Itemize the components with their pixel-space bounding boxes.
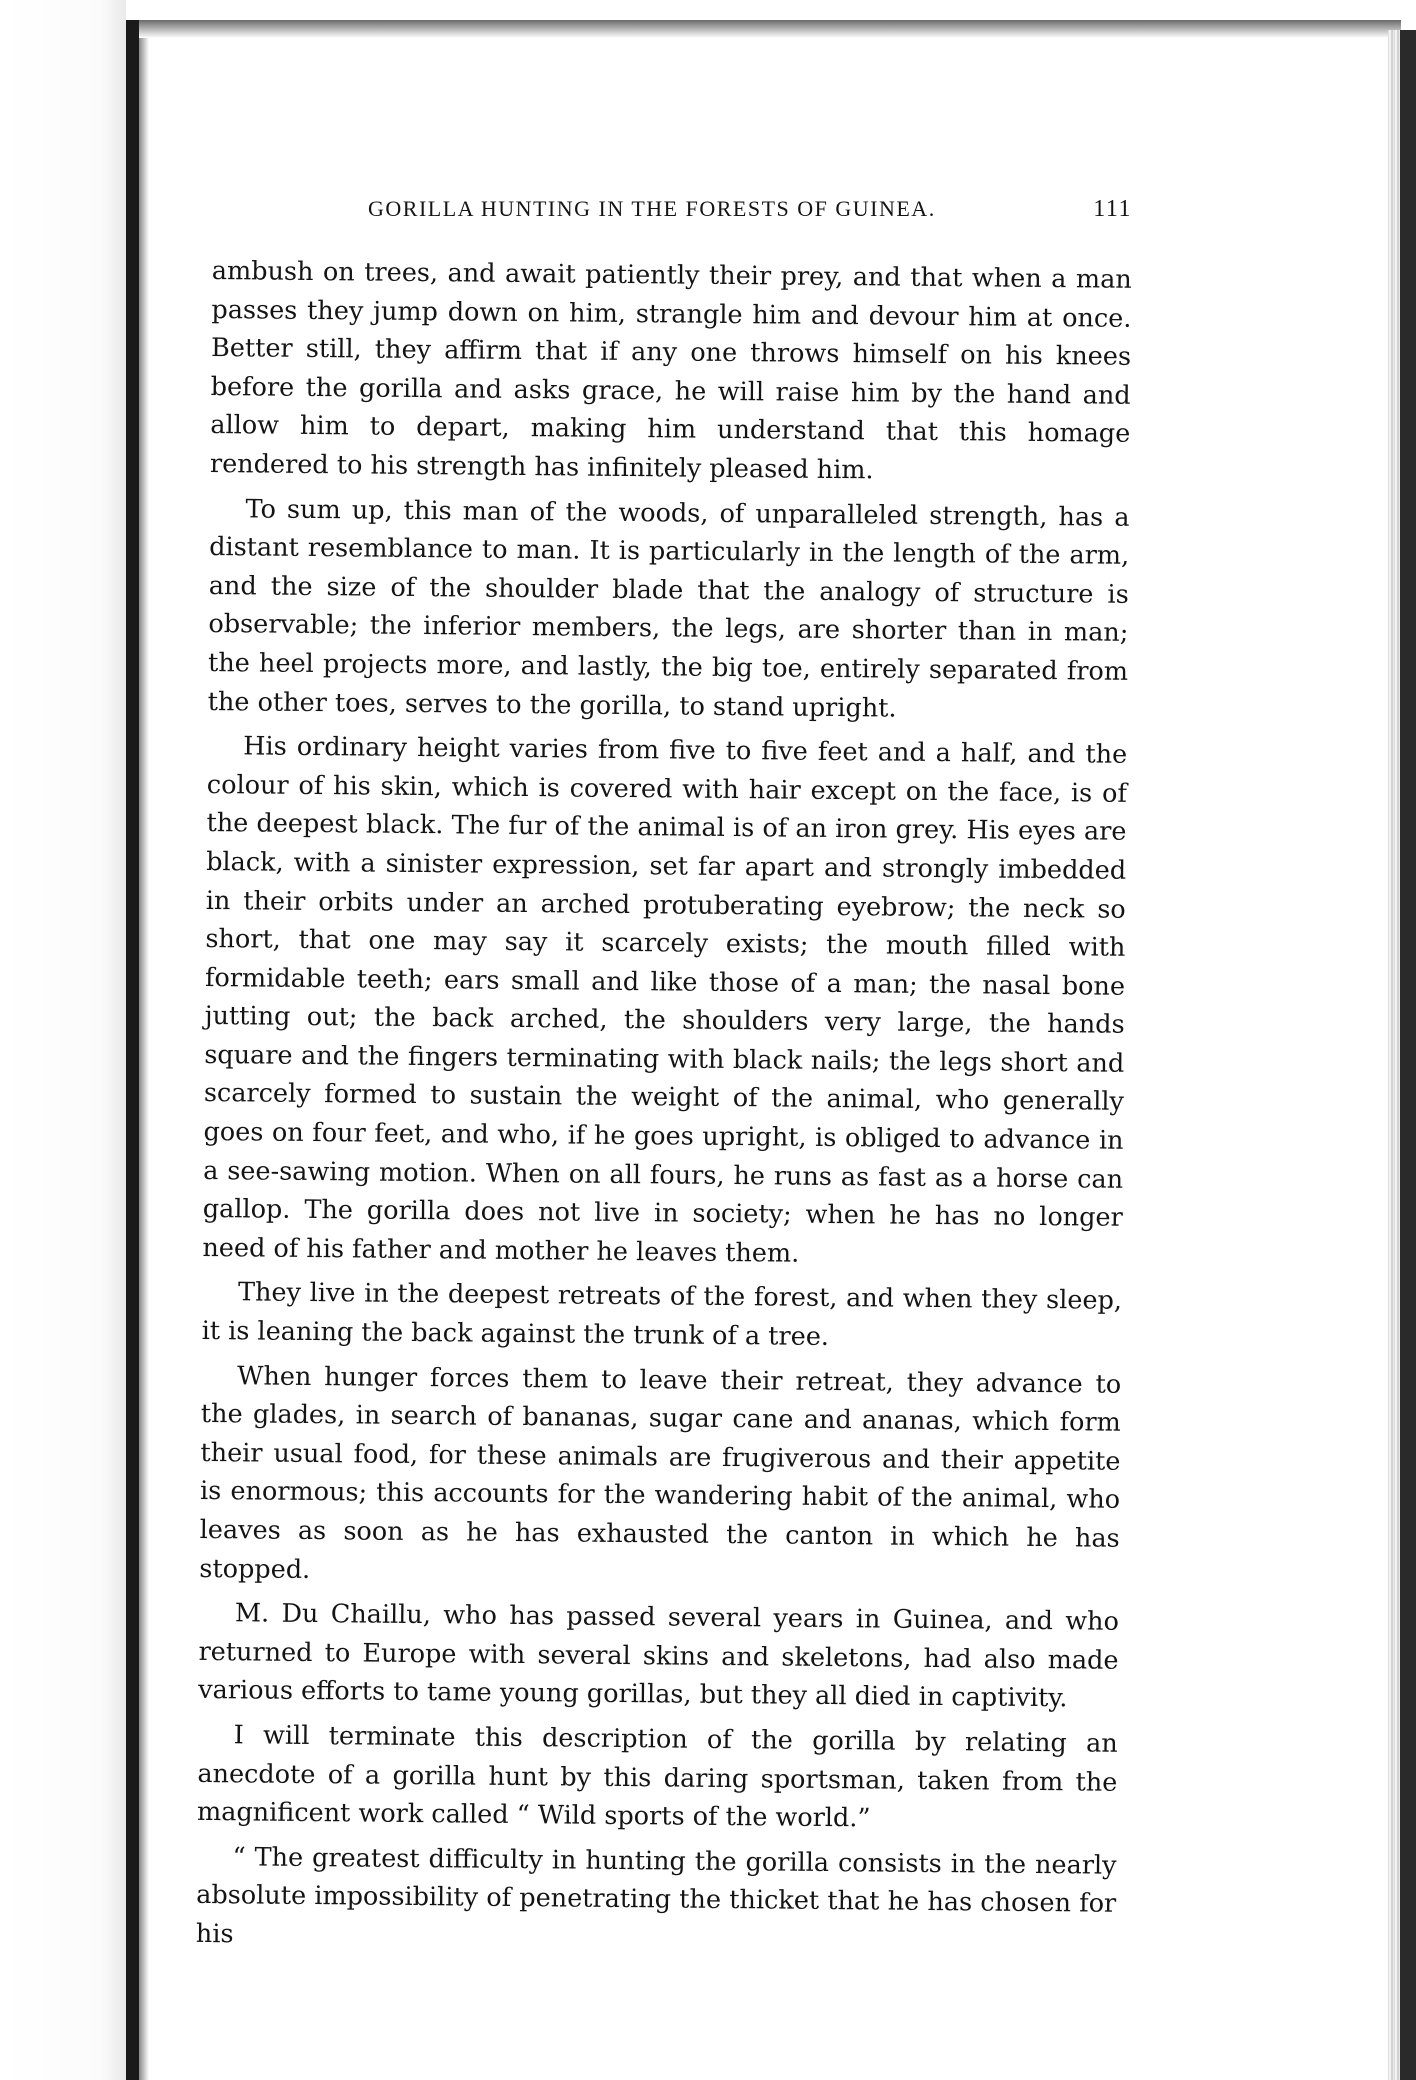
paragraph: His ordinary height varies from five to five feet and a half, and the colour of his skin, which is covered with hair except on the face, is of the deepest black. The fur of the animal is of an iron grey. His eyes are black, with a sinister expression, set far apart and strongly imbedded in their orbits under an arched protuberating eyebrow; the neck so short, that one may say it scarcely exists; the mouth filled with formidable teeth; ears small and like those of a man; the nasal bone jutting out; the back arched, the shoulders very large, the hands square and the fingers terminating with black nails; the legs short and scarcely formed to sustain the weight of the animal, who generally goes on four feet, and who, if he goes upright, is obliged to advance in a see-sawing motion. When on all fours, he runs as fast as a horse can gallop. The gorilla does not live in society; when he has no longer need of his father and mother he leaves them.: [202, 731, 1128, 1269]
paragraph-continued: ambush on trees, and await patiently their prey, and that when a man passes they jump down on him, strangle him and devour him at once. Better still, they affirm that if any one throws himself on his knees before the gorilla and asks grace, he will raise him by the hand and allow him to depart, making him understand that this homage rendered to his strength has infinitely pleased him.: [209, 255, 1132, 486]
paragraph: M. Du Chaillu, who has passed several years in Guinea, and who returned to Europe with several skins and skeletons, had also made various efforts to tame young gorillas, but they all died in captivity.: [198, 1598, 1120, 1714]
book-page: [195, 196, 1132, 1960]
paragraph: “ The greatest difficulty in hunting the gorilla consists in the nearly absolute impossibility of penetrating the thicket that he has chosen for his: [195, 1842, 1117, 1950]
running-header: [212, 196, 1132, 236]
page-body: [196, 252, 1132, 1962]
paragraph: They live in the deepest retreats of the forest, and when they sleep, it is leaning the back against the trunk of a tree.: [201, 1277, 1123, 1353]
paragraph: To sum up, this man of the woods, of unparalleled strength, has a distant resemblance to man. It is particularly in the length of the arm, and the size of the shoulder blade that the analogy of structure is observable; the inferior members, the legs, are shorter than in man; the heel projects more, and lastly, the big toe, entirely separated from the other toes, serves to the gorilla, to stand upright.: [207, 493, 1130, 724]
paragraph: I will terminate this description of the gorilla by relating an anecdote of a gorilla hunt by this daring sportsman, taken from the magnificent work called “ Wild sports of the world.”: [196, 1720, 1118, 1834]
running-title: GORILLA HUNTING IN THE FORESTS OF GUINEA.: [368, 196, 936, 221]
top-edge-shadow: [139, 20, 1401, 38]
page-number: 111: [1093, 196, 1132, 222]
right-edge-shadow: [1400, 30, 1416, 2080]
facing-page-edge: [0, 0, 126, 2080]
book-binding: [126, 20, 139, 2080]
paragraph: When hunger forces them to leave their retreat, they advance to the glades, in search of bananas, sugar cane and ananas, which form their usual food, for these animals are frugiverous and their appetite is enormous; this accounts for the wandering habit of the animal, who leaves as soon as he has exhausted the canton in which he has stopped.: [199, 1360, 1122, 1585]
gutter-shadow: [139, 20, 149, 2080]
